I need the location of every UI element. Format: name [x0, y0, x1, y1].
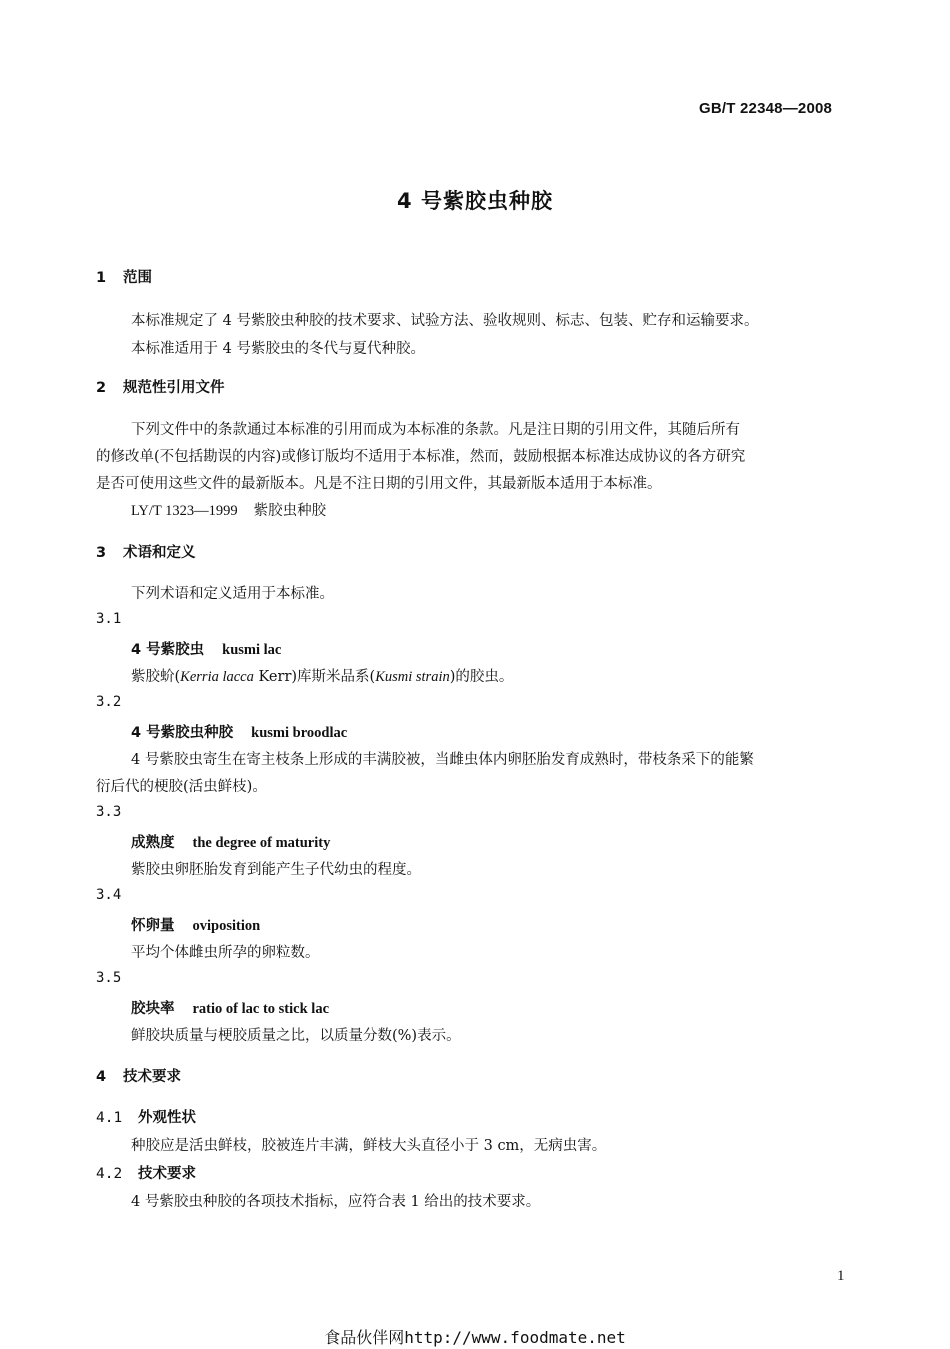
term-english: ratio of lac to stick lac — [192, 1001, 330, 1017]
term-chinese: 怀卵量 — [131, 918, 175, 934]
section-title: 术语和定义 — [123, 545, 196, 561]
term-english: the degree of maturity — [192, 835, 331, 851]
section-2-heading — [96, 376, 225, 397]
term-heading — [131, 638, 281, 659]
page-number: 1 — [837, 1268, 845, 1284]
definition-text: )的胶虫。 — [449, 669, 514, 685]
strain-name: Kusmi strain — [375, 669, 450, 685]
section-number: 1 — [96, 270, 107, 286]
term-heading — [131, 831, 330, 852]
term-chinese: 胶块率 — [131, 1001, 175, 1017]
term-number: 3.1 — [96, 611, 122, 627]
definition-text: Kerr)库斯米品系( — [253, 669, 376, 685]
section-title: 技术要求 — [123, 1069, 181, 1085]
section-3-heading — [96, 541, 196, 562]
term-heading — [131, 914, 260, 935]
subsection-4-1-heading — [96, 1106, 196, 1127]
term-definition — [131, 665, 513, 686]
term-definition: 紫胶虫卵胚胎发育到能产生子代幼虫的程度。 — [131, 862, 421, 878]
paragraph-line: 是否可使用这些文件的最新版本。凡是不注日期的引用文件，其最新版本适用于本标准。 — [96, 476, 662, 492]
paragraph-line: 下列文件中的条款通过本标准的引用而成为本标准的条款。凡是注日期的引用文件，其随后所有 — [131, 422, 740, 438]
section-title: 范围 — [123, 270, 152, 286]
paragraph: 4 号紫胶虫种胶的各项技术指标，应符合表 1 给出的技术要求。 — [131, 1194, 541, 1210]
paragraph: 本标准规定了 4 号紫胶虫种胶的技术要求、试验方法、验收规则、标志、包装、贮存和运输要求。 — [131, 313, 759, 329]
subsection-4-2-heading — [96, 1162, 196, 1183]
term-heading — [131, 721, 347, 742]
term-heading — [131, 997, 329, 1018]
footer-watermark: 食品伙伴网http://www.foodmate.net — [324, 1328, 626, 1347]
term-number: 3.3 — [96, 804, 122, 820]
term-number: 3.4 — [96, 887, 122, 903]
term-definition-line: 衍后代的梗胶(活虫鲜枝)。 — [96, 779, 267, 795]
standard-code: GB/T 22348—2008 — [699, 100, 833, 117]
section-number: 2 — [96, 380, 107, 396]
normative-reference — [131, 499, 326, 520]
paragraph: 种胶应是活虫鲜枝，胶被连片丰满，鲜枝大头直径小于 3 cm，无病虫害。 — [131, 1138, 607, 1154]
term-number: 3.2 — [96, 694, 122, 710]
section-title: 规范性引用文件 — [123, 380, 225, 396]
section-number: 4 — [96, 1069, 107, 1085]
subsection-title: 外观性状 — [138, 1110, 196, 1126]
term-english: oviposition — [192, 918, 261, 934]
term-definition: 平均个体雌虫所孕的卵粒数。 — [131, 945, 320, 961]
document-title: 4 号紫胶虫种胶 — [397, 189, 553, 213]
term-chinese: 成熟度 — [131, 835, 175, 851]
section-1-heading — [96, 266, 152, 287]
term-english: kusmi lac — [222, 642, 282, 658]
paragraph: 本标准适用于 4 号紫胶虫的冬代与夏代种胶。 — [131, 341, 425, 357]
species-name: Kerria lacca — [180, 669, 254, 685]
section-number: 3 — [96, 545, 107, 561]
paragraph-line: 的修改单(不包括勘误的内容)或修订版均不适用于本标准，然而，鼓励根据本标准达成协议的各方研究 — [96, 449, 746, 465]
paragraph: 下列术语和定义适用于本标准。 — [131, 586, 334, 602]
term-definition: 鲜胶块质量与梗胶质量之比，以质量分数(%)表示。 — [131, 1028, 461, 1044]
reference-title: 紫胶虫种胶 — [253, 503, 327, 519]
term-english: kusmi broodlac — [251, 725, 348, 741]
reference-code: LY/T 1323—1999 — [131, 503, 238, 519]
term-definition-line: 4 号紫胶虫寄生在寄主枝条上形成的丰满胶被，当雌虫体内卵胚胎发育成熟时，带枝条采下的能繁 — [131, 752, 754, 768]
subsection-number: 4.1 — [96, 1110, 123, 1126]
section-4-heading — [96, 1065, 181, 1086]
term-chinese: 4 号紫胶虫种胶 — [131, 725, 234, 741]
term-chinese: 4 号紫胶虫 — [131, 642, 205, 658]
subsection-number: 4.2 — [96, 1166, 123, 1182]
definition-text: 紫胶蚧( — [131, 669, 181, 685]
subsection-title: 技术要求 — [138, 1166, 196, 1182]
term-number: 3.5 — [96, 970, 122, 986]
